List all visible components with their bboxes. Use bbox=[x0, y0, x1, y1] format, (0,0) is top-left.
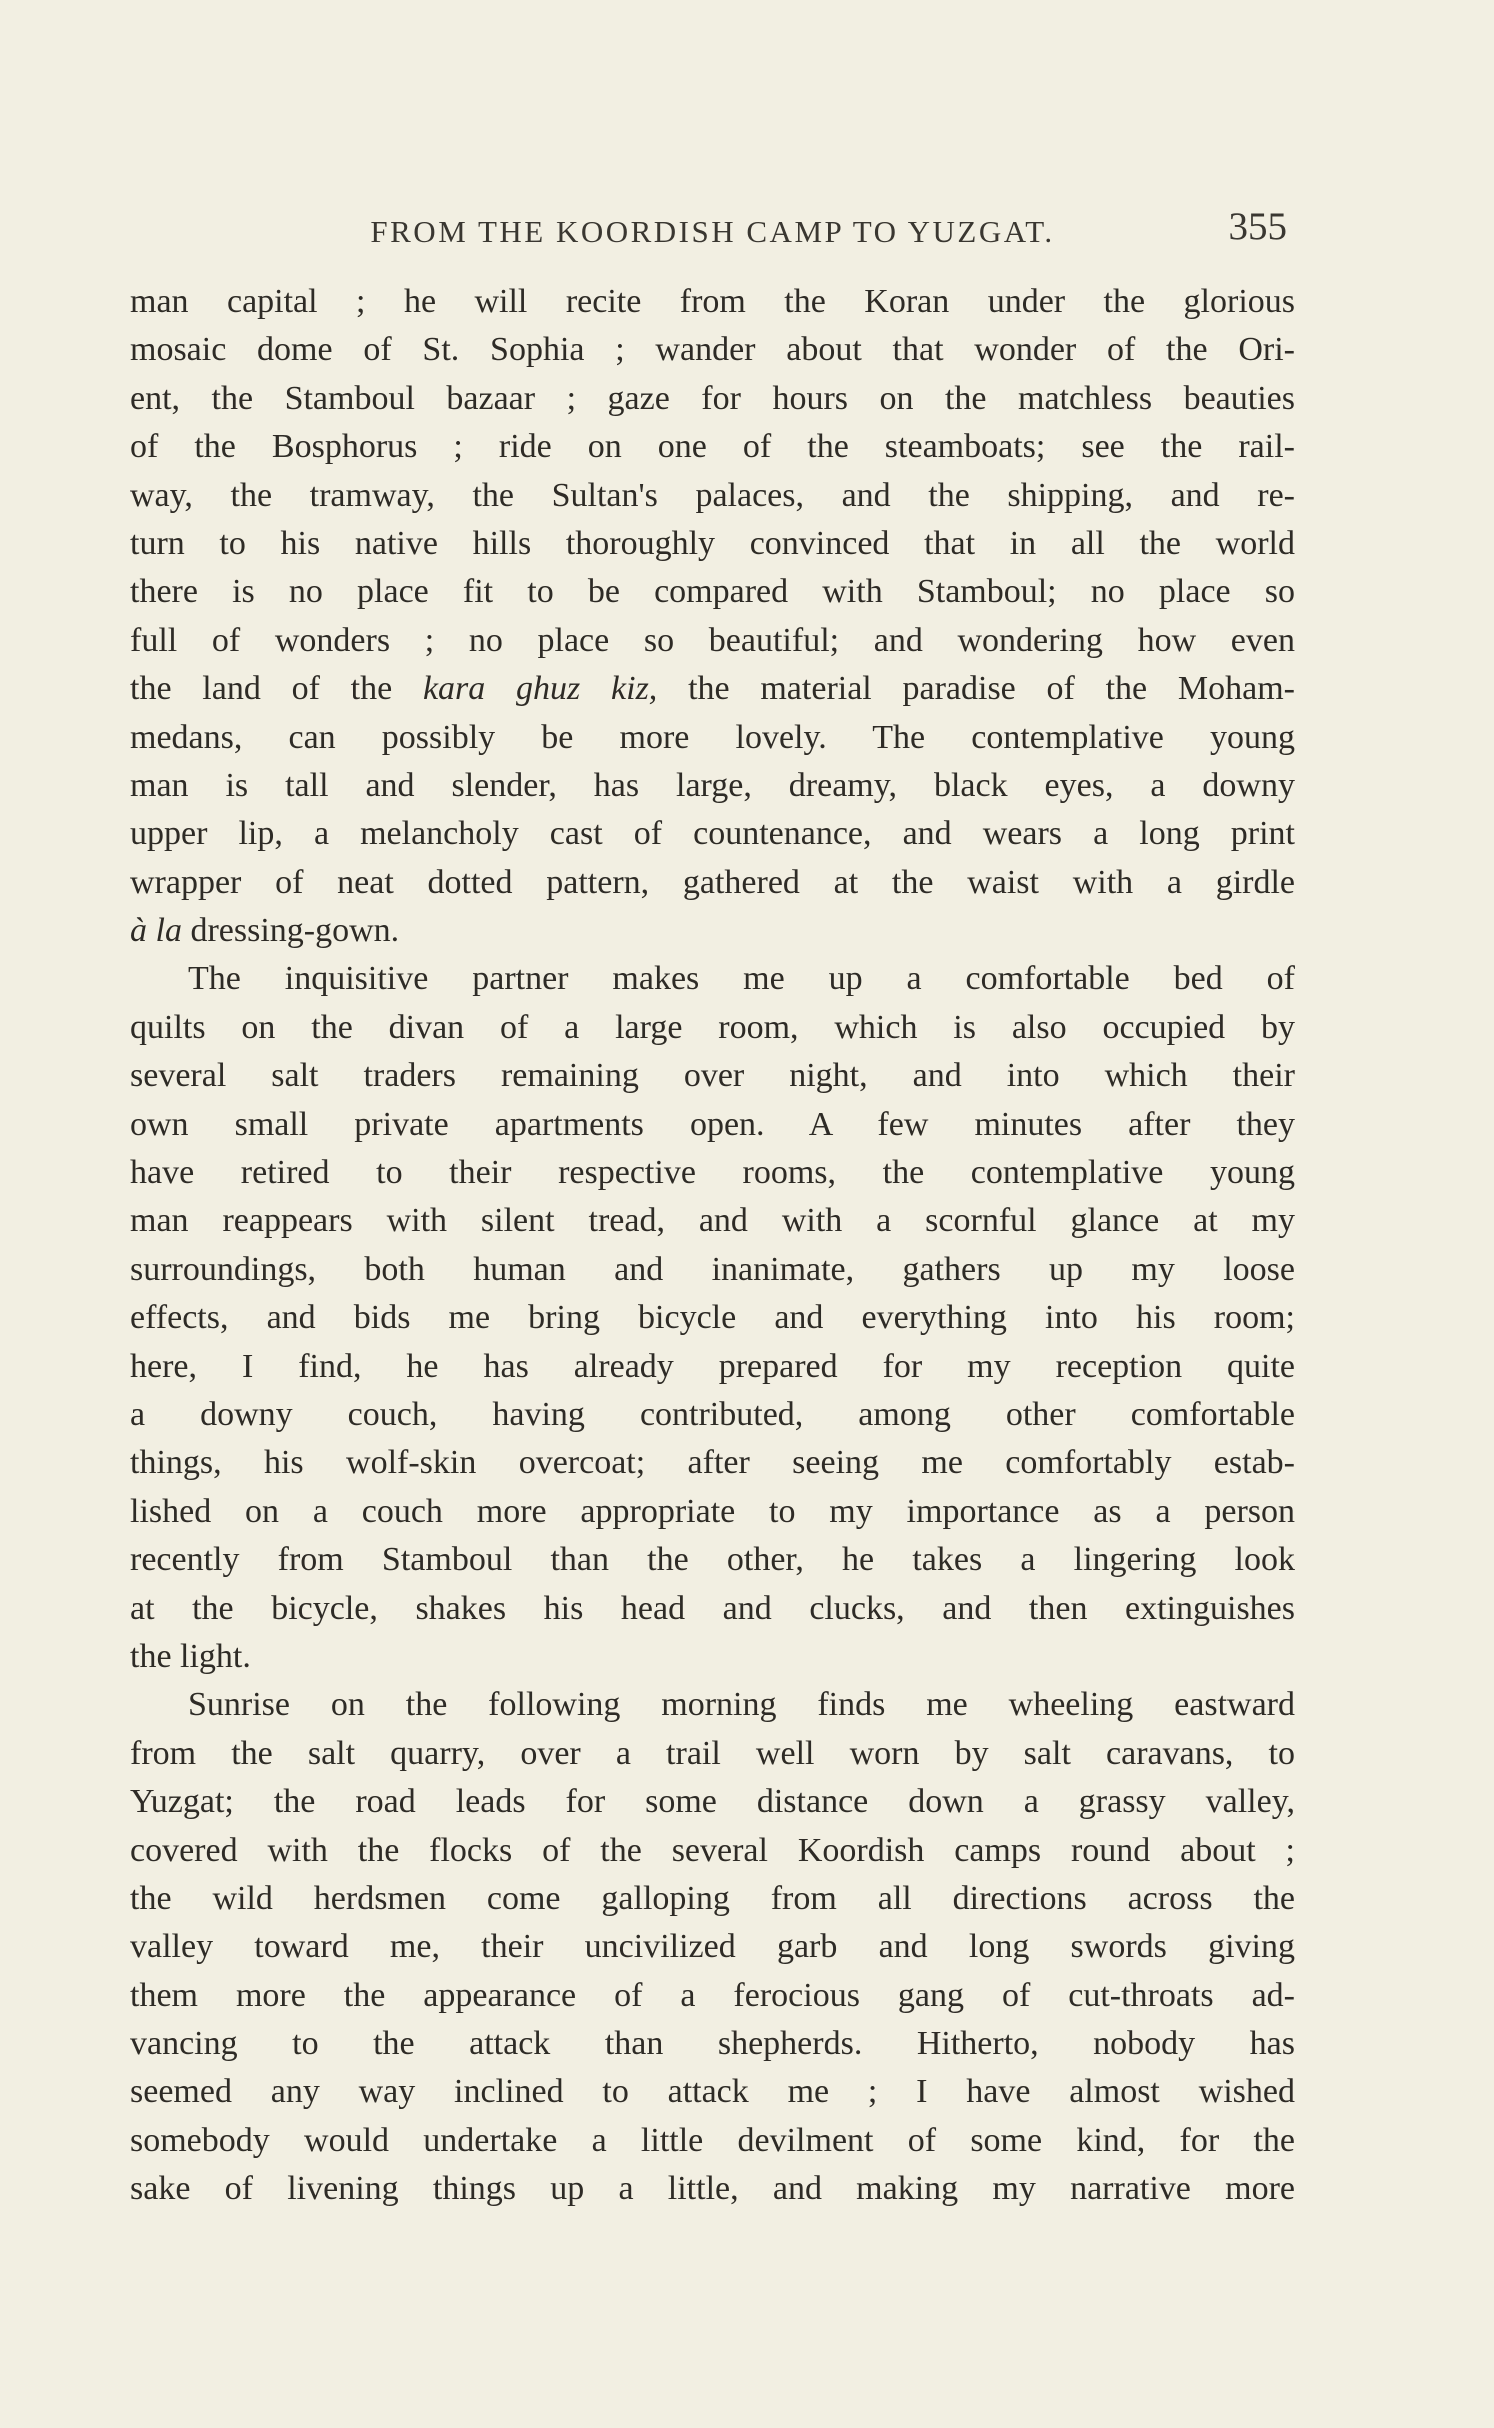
text-line bbox=[130, 665, 1295, 713]
text-line bbox=[130, 907, 1295, 955]
text-line: full of wonders ; no place so beautiful; and wondering how even bbox=[130, 621, 1295, 659]
text-line: covered with the flocks of the several Koordish camps round about ; bbox=[130, 1831, 1295, 1869]
text-line: medans, can possibly be more lovely. The contemplative young bbox=[130, 718, 1295, 756]
line-text: dressing-gown. bbox=[181, 912, 400, 950]
text-line: them more the appearance of a ferocious gang of cut-throats ad- bbox=[130, 1976, 1295, 2014]
text-line: there is no place fit to be compared with Stamboul; no place so bbox=[130, 573, 1295, 611]
text-line: quilts on the divan of a large room, which is also occupied by bbox=[130, 1008, 1295, 1046]
text-line: Yuzgat; the road leads for some distance down a grassy valley, bbox=[130, 1783, 1295, 1821]
text-line: at the bicycle, shakes his head and clucks, and then extinguishes bbox=[130, 1589, 1295, 1627]
line-text: the material paradise of the Moham- bbox=[657, 670, 1295, 708]
italic-phrase: kara ghuz kiz, bbox=[422, 670, 658, 708]
text-line: here, I find, he has already prepared for my reception quite bbox=[130, 1347, 1295, 1385]
running-head bbox=[130, 196, 1295, 256]
text-line: things, his wolf-skin overcoat; after seeing me comfortably estab- bbox=[130, 1444, 1295, 1482]
text-line: Sunrise on the following morning finds me wheeling eastward bbox=[188, 1686, 1295, 1724]
text-line: the light. bbox=[130, 1637, 251, 1675]
text-line: of the Bosphorus ; ride on one of the steamboats; see the rail- bbox=[130, 428, 1295, 466]
body-text bbox=[130, 278, 1295, 2214]
text-line: own small private apartments open. A few minutes after they bbox=[130, 1105, 1295, 1143]
text-line: lished on a couch more appropriate to my importance as a person bbox=[130, 1492, 1295, 1530]
text-line: upper lip, a melancholy cast of countenance, and wears a long print bbox=[130, 815, 1295, 853]
page-number: 355 bbox=[1228, 205, 1287, 248]
italic-phrase: à la bbox=[130, 912, 182, 950]
text-line: vancing to the attack than shepherds. Hitherto, nobody has bbox=[130, 2025, 1295, 2063]
text-line: from the salt quarry, over a trail well worn by salt caravans, to bbox=[130, 1734, 1295, 1772]
text-line: effects, and bids me bring bicycle and everything into his room; bbox=[130, 1299, 1295, 1337]
paragraph-3 bbox=[130, 1681, 1295, 2213]
text-line: a downy couch, having contributed, among other comfortable bbox=[130, 1395, 1295, 1433]
text-line: surroundings, both human and inanimate, gathers up my loose bbox=[130, 1250, 1295, 1288]
text-line: recently from Stamboul than the other, he takes a lingering look bbox=[130, 1541, 1295, 1579]
text-line: ent, the Stamboul bazaar ; gaze for hours on the matchless beauties bbox=[130, 379, 1295, 417]
paragraph-2 bbox=[130, 955, 1295, 1681]
text-line: The inquisitive partner makes me up a comfortable bed of bbox=[188, 960, 1295, 998]
text-line: mosaic dome of St. Sophia ; wander about that wonder of the Ori- bbox=[130, 331, 1295, 369]
text-line: turn to his native hills thoroughly convinced that in all the world bbox=[130, 524, 1295, 562]
text-line: man is tall and slender, has large, dreamy, black eyes, a downy bbox=[130, 766, 1295, 804]
text-line: have retired to their respective rooms, the contemplative young bbox=[130, 1154, 1295, 1192]
text-line: the wild herdsmen come galloping from all directions across the bbox=[130, 1879, 1295, 1917]
text-line: sake of livening things up a little, and making my narrative more bbox=[130, 2170, 1295, 2208]
text-line: man capital ; he will recite from the Koran under the glorious bbox=[130, 283, 1295, 320]
text-line: several salt traders remaining over night, and into which their bbox=[130, 1057, 1295, 1095]
line-text: the land of the bbox=[130, 670, 423, 708]
text-line: wrapper of neat dotted pattern, gathered at the waist with a girdle bbox=[130, 863, 1295, 901]
text-line: somebody would undertake a little devilment of some kind, for the bbox=[130, 2121, 1295, 2159]
paragraph-1 bbox=[130, 278, 1295, 955]
text-line: valley toward me, their uncivilized garb and long swords giving bbox=[130, 1928, 1295, 1966]
running-title: FROM THE KOORDISH CAMP TO YUZGAT. bbox=[370, 214, 1055, 249]
text-line: seemed any way inclined to attack me ; I have almost wished bbox=[130, 2073, 1295, 2111]
text-line: way, the tramway, the Sultan's palaces, and the shipping, and re- bbox=[130, 476, 1295, 514]
text-line: man reappears with silent tread, and with a scornful glance at my bbox=[130, 1202, 1295, 1240]
